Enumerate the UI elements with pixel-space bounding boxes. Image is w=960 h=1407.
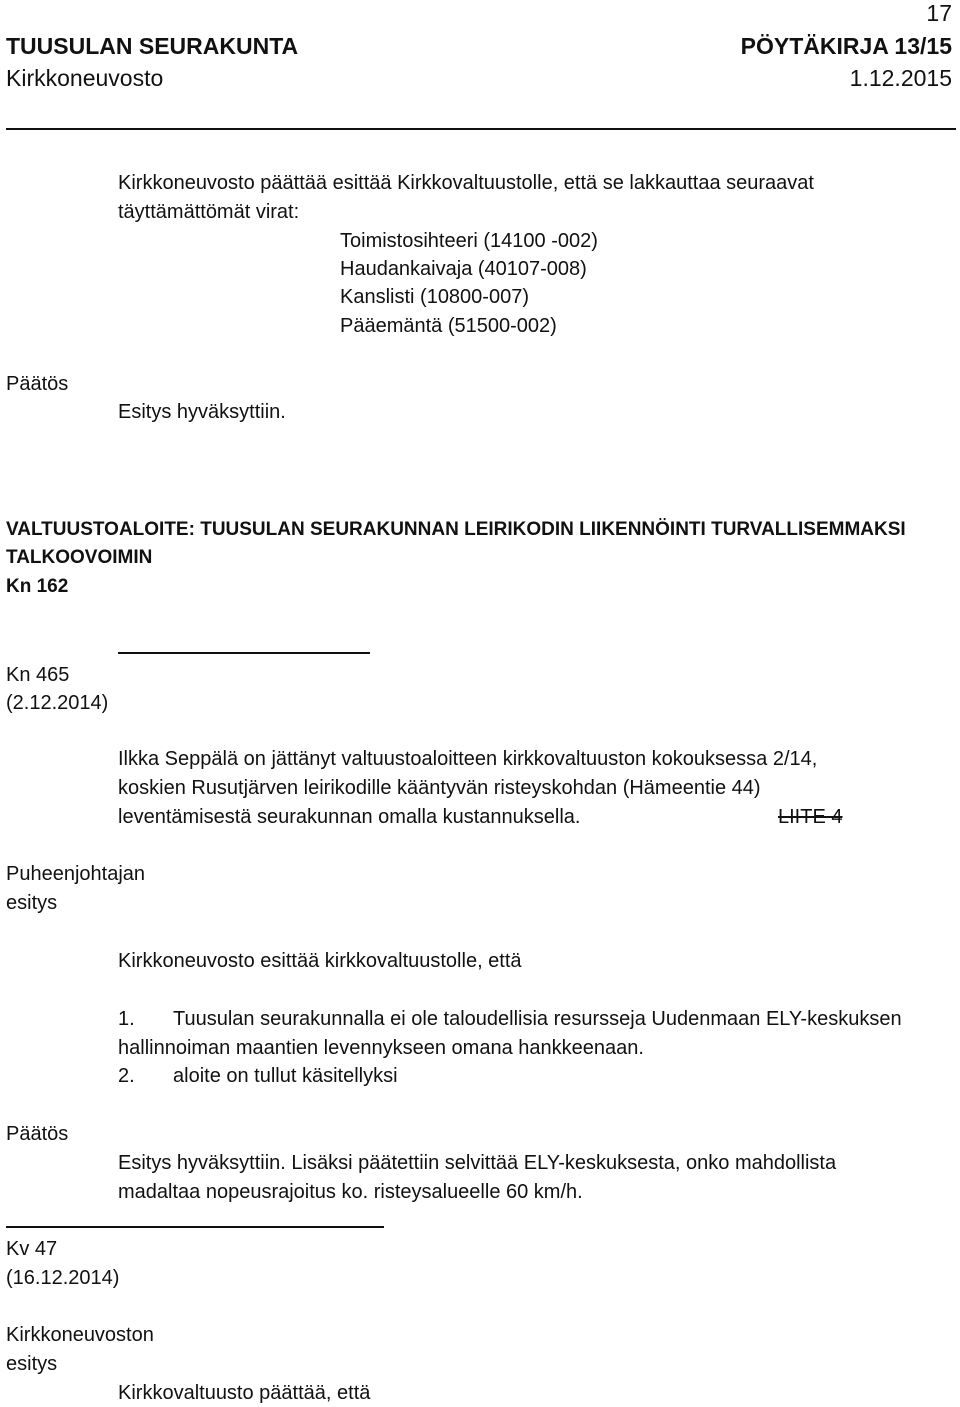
- decision-line2: madaltaa nopeusrajoitus ko. risteysalueelle 60 km/h.: [118, 1181, 583, 1203]
- section1-intro-line1: Kirkkoneuvosto päättää esittää Kirkkovaltuustolle, että se lakkauttaa seuraavat: [118, 172, 814, 194]
- body-line2: koskien Rusutjärven leirikodille kääntyvän risteyskohdan (Hämeentie 44): [118, 777, 761, 799]
- position-item: Toimistosihteeri (14100 -002): [340, 230, 598, 252]
- section1-intro-line2: täyttämättömät virat:: [118, 201, 300, 223]
- kv-divider: [6, 1226, 384, 1228]
- proposal-intro: Kirkkoneuvosto esittää kirkkovaltuustolle, että: [118, 950, 522, 972]
- page-number: 17: [926, 0, 952, 26]
- section-title-line1: VALTUUSTOALOITE: TUUSULAN SEURAKUNNAN LEIRIKODIN LIIKENNÖINTI TURVALLISEMMAKSI: [6, 519, 906, 540]
- decision-label: Päätös: [6, 1123, 69, 1145]
- reference-divider: [118, 652, 370, 654]
- attachment-reference: LIITE 4: [778, 806, 843, 828]
- kv-text: Kirkkovaltuusto päättää, että: [118, 1382, 371, 1404]
- kv-label-line1: Kv 47: [6, 1238, 58, 1260]
- list-item-line2: hallinnoiman maantien levennykseen omana hankkeenaan.: [118, 1037, 644, 1059]
- kn-proposal-label-line2: esitys: [6, 1353, 58, 1375]
- body-line1: Ilkka Seppälä on jättänyt valtuustoaloitteen kirkkovaltuuston kokouksessa 2/14,: [118, 748, 818, 770]
- meeting-date: 1.12.2015: [849, 65, 952, 91]
- decision-line1: Esitys hyväksyttiin. Lisäksi päätettiin selvittää ELY-keskuksesta, onko mahdollista: [118, 1152, 837, 1174]
- position-item: Haudankaivaja (40107-008): [340, 258, 587, 280]
- decision-text: Esitys hyväksyttiin.: [118, 401, 286, 423]
- section-title-line2: TALKOOVOIMIN: [6, 547, 153, 568]
- document-title: PÖYTÄKIRJA 13/15: [740, 33, 952, 59]
- reference-label-line2: (2.12.2014): [6, 692, 109, 714]
- list-item-line1: aloite on tullut käsitellyksi: [173, 1065, 398, 1087]
- body-line3: leventämisestä seurakunnan omalla kustannuksella.: [118, 806, 581, 828]
- section-code: Kn 162: [6, 576, 69, 597]
- reference-label-line1: Kn 465: [6, 664, 70, 686]
- organization-name: TUUSULAN SEURAKUNTA: [6, 33, 299, 59]
- header-divider: [6, 128, 956, 130]
- position-item: Kanslisti (10800-007): [340, 286, 529, 308]
- decision-label: Päätös: [6, 373, 69, 395]
- list-item-line1: Tuusulan seurakunnalla ei ole taloudellisia resursseja Uudenmaan ELY-keskuksen: [173, 1008, 902, 1030]
- position-item: Pääemäntä (51500-002): [340, 315, 557, 337]
- kn-proposal-label-line1: Kirkkoneuvoston: [6, 1324, 154, 1346]
- meeting-body: Kirkkoneuvosto: [6, 65, 164, 91]
- proposal-label-line1: Puheenjohtajan: [6, 863, 146, 885]
- list-item-number: 1.: [118, 1008, 135, 1030]
- list-item-number: 2.: [118, 1065, 135, 1087]
- proposal-label-line2: esitys: [6, 892, 58, 914]
- kv-label-line2: (16.12.2014): [6, 1267, 120, 1289]
